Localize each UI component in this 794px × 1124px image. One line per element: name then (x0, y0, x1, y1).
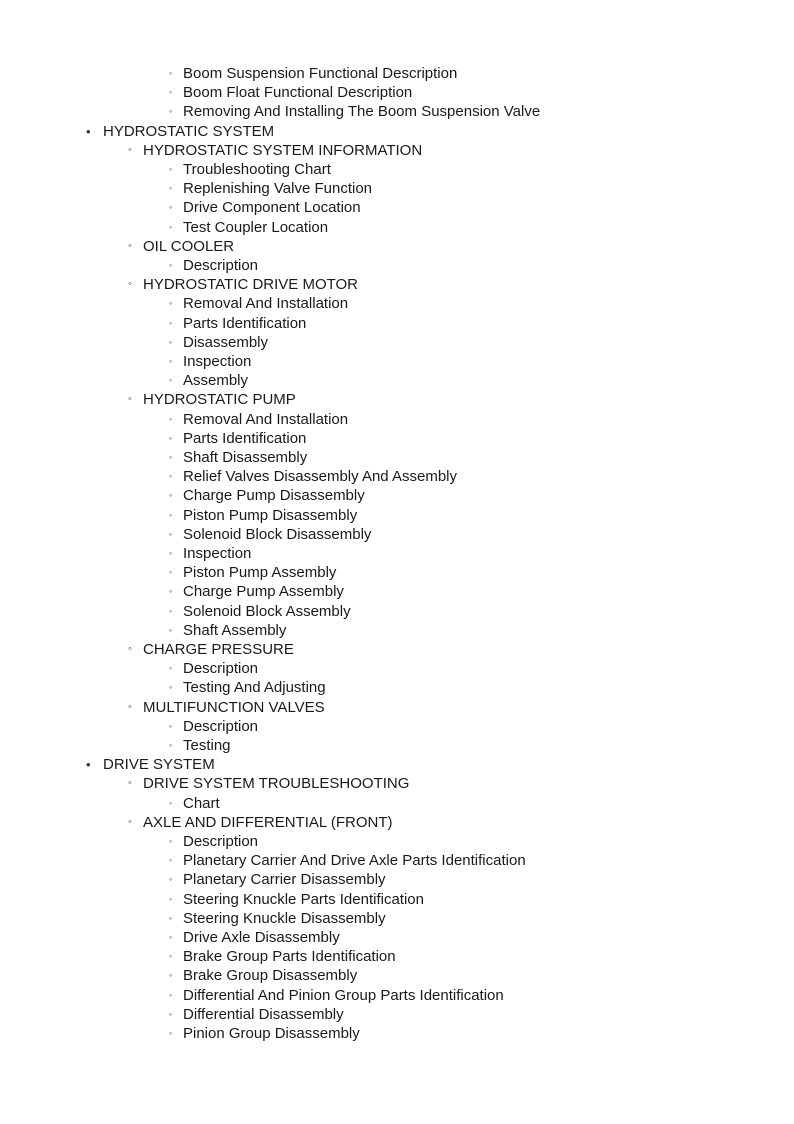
outline-item-text: Charge Pump Disassembly (183, 487, 365, 505)
bullet-icon: ◦ (169, 471, 173, 482)
outline-item-level-3 (0, 794, 794, 813)
outline-item-level-3 (0, 717, 794, 736)
outline-item-text: CHARGE PRESSURE (143, 641, 294, 658)
outline-item-level-3 (0, 909, 794, 928)
outline-item-level-3 (0, 314, 794, 333)
outline-item-level-2 (0, 141, 794, 160)
bullet-icon: ◦ (169, 605, 173, 616)
outline-item-level-3 (0, 1024, 794, 1043)
bullet-icon: ◦ (169, 567, 173, 578)
outline-item-level-3 (0, 986, 794, 1005)
outline-item-text: AXLE AND DIFFERENTIAL (FRONT) (143, 813, 393, 831)
outline-item-level-3 (0, 198, 794, 217)
outline-item-level-3 (0, 410, 794, 429)
outline-item-text: Replenishing Valve Function (183, 180, 373, 198)
outline-item-text: HYDROSTATIC SYSTEM (103, 122, 275, 140)
bullet-icon: ◦ (169, 970, 173, 981)
outline-item-text: Relief Valves Disassembly And Assembly (183, 468, 457, 486)
outline-item-level-3 (0, 179, 794, 198)
bullet-icon: ◦ (169, 682, 173, 693)
bullet-icon: ◦ (128, 143, 132, 156)
bullet-icon: ◦ (169, 490, 173, 501)
outline-item-text: OIL COOLER (143, 237, 235, 255)
outline-item-text: Steering Knuckle Disassembly (183, 909, 386, 927)
bullet-icon: ◦ (169, 836, 173, 846)
outline-item-level-3 (0, 448, 794, 467)
outline-item-text: Troubleshooting Chart (183, 161, 331, 178)
outline-item-level-3 (0, 659, 794, 678)
outline-item-level-3 (0, 621, 794, 640)
bullet-icon: ◦ (169, 740, 173, 750)
outline-item-text: HYDROSTATIC PUMP (143, 391, 296, 409)
outline-item-level-3 (0, 1005, 794, 1024)
outline-item-text: Brake Group Parts Identification (183, 948, 396, 966)
outline-item-level-3 (0, 218, 794, 237)
outline-item-level-2 (0, 237, 794, 256)
outline-item-text: Differential And Pinion Group Parts Identification (183, 986, 504, 1004)
bullet-icon: ◦ (169, 183, 173, 194)
bullet-icon: ◦ (169, 356, 173, 366)
outline-item-text: HYDROSTATIC SYSTEM INFORMATION (143, 141, 423, 159)
outline-item-text: HYDROSTATIC DRIVE MOTOR (143, 276, 359, 294)
outline-item-text: Piston Pump Disassembly (183, 506, 358, 524)
bullet-icon: ◦ (169, 893, 173, 904)
bullet-icon: ◦ (169, 87, 173, 98)
outline-item-level-3 (0, 486, 794, 505)
outline-item-text: Description (183, 717, 259, 735)
bullet-icon: ◦ (169, 528, 173, 539)
outline-item-text: Pinion Group Disassembly (183, 1025, 360, 1042)
outline-item-level-2 (0, 698, 794, 717)
outline-item-text: Drive Axle Disassembly (183, 929, 340, 946)
bullet-icon: ◦ (169, 317, 173, 328)
outline-item-level-3 (0, 947, 794, 966)
bullet-icon: ◦ (169, 221, 173, 232)
outline-item-level-3 (0, 429, 794, 448)
outline-item-level-3 (0, 563, 794, 582)
outline-item-text: Solenoid Block Assembly (183, 602, 351, 620)
outline-item-text: Removal And Installation (183, 295, 349, 313)
bullet-icon: ◦ (169, 298, 173, 309)
bullet-icon: ◦ (169, 548, 173, 558)
outline-item-level-2 (0, 390, 794, 409)
outline-item-text: DRIVE SYSTEM TROUBLESHOOTING (143, 775, 410, 793)
outline-item-level-3 (0, 160, 794, 179)
outline-item-level-2 (0, 275, 794, 294)
outline-item-text: Differential Disassembly (183, 1005, 344, 1023)
outline-item-level-3 (0, 352, 794, 371)
outline-item-level-3 (0, 736, 794, 755)
bullet-icon: ◦ (128, 777, 132, 790)
outline-item-level-3 (0, 890, 794, 909)
outline-item-text: Planetary Carrier Disassembly (183, 871, 386, 889)
outline-item-text: Steering Knuckle Parts Identification (183, 890, 424, 908)
outline-item-text: Testing And Adjusting (183, 679, 326, 697)
bullet-icon: ◦ (169, 1028, 173, 1038)
outline-item-text: Drive Component Location (183, 199, 361, 217)
bullet-icon: ◦ (169, 452, 173, 462)
outline-item-level-3 (0, 544, 794, 563)
outline-item-level-3 (0, 602, 794, 621)
bullet-icon: ◦ (169, 413, 173, 424)
outline-item-text: Test Coupler Location (183, 218, 329, 236)
bullet-icon: ◦ (169, 106, 173, 117)
bullet-icon: ◦ (169, 874, 173, 885)
bullet-icon: • (86, 123, 91, 139)
bullet-icon: ◦ (128, 815, 132, 828)
outline-item-level-1 (0, 755, 794, 774)
outline-item-level-3 (0, 256, 794, 275)
outline-item-level-3 (0, 102, 794, 121)
outline-item-text: Parts Identification (183, 314, 307, 332)
outline-item-text: Parts Identification (183, 429, 307, 447)
outline-item-text: Boom Float Functional Description (183, 84, 413, 102)
outline-item-text: DRIVE SYSTEM (103, 756, 215, 774)
outline-item-text: Description (183, 660, 259, 678)
bullet-icon: ◦ (169, 912, 173, 923)
bullet-icon: ◦ (169, 336, 173, 347)
outline-item-level-3 (0, 294, 794, 313)
outline-item-text: Disassembly (183, 333, 269, 351)
outline-item-level-2 (0, 774, 794, 793)
outline-item-level-3 (0, 851, 794, 870)
outline-item-text: Shaft Assembly (183, 621, 287, 639)
outline-item-level-2 (0, 640, 794, 659)
outline-item-level-3 (0, 832, 794, 851)
outline-item-text: Removal And Installation (183, 410, 349, 428)
bullet-icon: ◦ (169, 951, 173, 962)
bullet-icon: ◦ (128, 239, 132, 252)
outline-item-text: Brake Group Disassembly (183, 967, 358, 985)
outline-item-text: MULTIFUNCTION VALVES (143, 698, 325, 716)
outline-item-text: Planetary Carrier And Drive Axle Parts Identification (183, 852, 526, 870)
bullet-icon: ◦ (128, 700, 132, 713)
bullet-icon: ◦ (169, 432, 173, 443)
outline-item-level-3 (0, 64, 794, 83)
outline-item-text: Description (183, 833, 259, 850)
outline-item-text: Boom Suspension Functional Description (183, 65, 458, 82)
bullet-icon: ◦ (169, 164, 173, 174)
bullet-icon: ◦ (169, 663, 173, 674)
outline-item-text: Testing (183, 737, 231, 754)
outline-item-text: Shaft Disassembly (183, 449, 308, 466)
outline-item-level-3 (0, 506, 794, 525)
outline-item-level-3 (0, 928, 794, 947)
outline-item-level-2 (0, 813, 794, 832)
bullet-icon: ◦ (128, 643, 132, 655)
outline-item-level-3 (0, 966, 794, 985)
outline-item-level-3 (0, 371, 794, 390)
bullet-icon: ◦ (169, 260, 173, 270)
outline-item-level-3 (0, 582, 794, 601)
outline-item-text: Piston Pump Assembly (183, 564, 337, 582)
outline-item-level-1 (0, 122, 794, 141)
outline-item-text: Description (183, 257, 259, 274)
bullet-icon: ◦ (169, 375, 173, 386)
bullet-icon: ◦ (169, 586, 173, 597)
outline-item-level-3 (0, 83, 794, 102)
bullet-icon: ◦ (128, 393, 132, 406)
bullet-icon: ◦ (169, 797, 173, 808)
bullet-icon: ◦ (169, 624, 173, 635)
bullet-icon: • (86, 757, 91, 773)
outline-item-text: Inspection (183, 545, 252, 562)
bullet-icon: ◦ (128, 278, 132, 291)
bullet-icon: ◦ (169, 202, 173, 213)
outline-item-text: Removing And Installing The Boom Suspension Valve (183, 103, 541, 121)
outline-item-level-3 (0, 467, 794, 486)
bullet-icon: ◦ (169, 509, 173, 520)
bullet-icon: ◦ (169, 68, 173, 78)
bullet-icon: ◦ (169, 989, 173, 1000)
outline-item-level-3 (0, 870, 794, 889)
bullet-icon: ◦ (169, 1008, 173, 1019)
outline-item-level-3 (0, 525, 794, 544)
bullet-icon: ◦ (169, 932, 173, 942)
outline-item-level-3 (0, 678, 794, 697)
outline-item-text: Solenoid Block Disassembly (183, 525, 372, 543)
outline-item-level-3 (0, 333, 794, 352)
outline-item-text: Assembly (183, 372, 249, 390)
outline-item-text: Chart (183, 794, 220, 812)
bullet-icon: ◦ (169, 720, 173, 731)
outline-item-text: Inspection (183, 353, 252, 370)
bullet-icon: ◦ (169, 855, 173, 866)
outline-item-text: Charge Pump Assembly (183, 583, 344, 601)
